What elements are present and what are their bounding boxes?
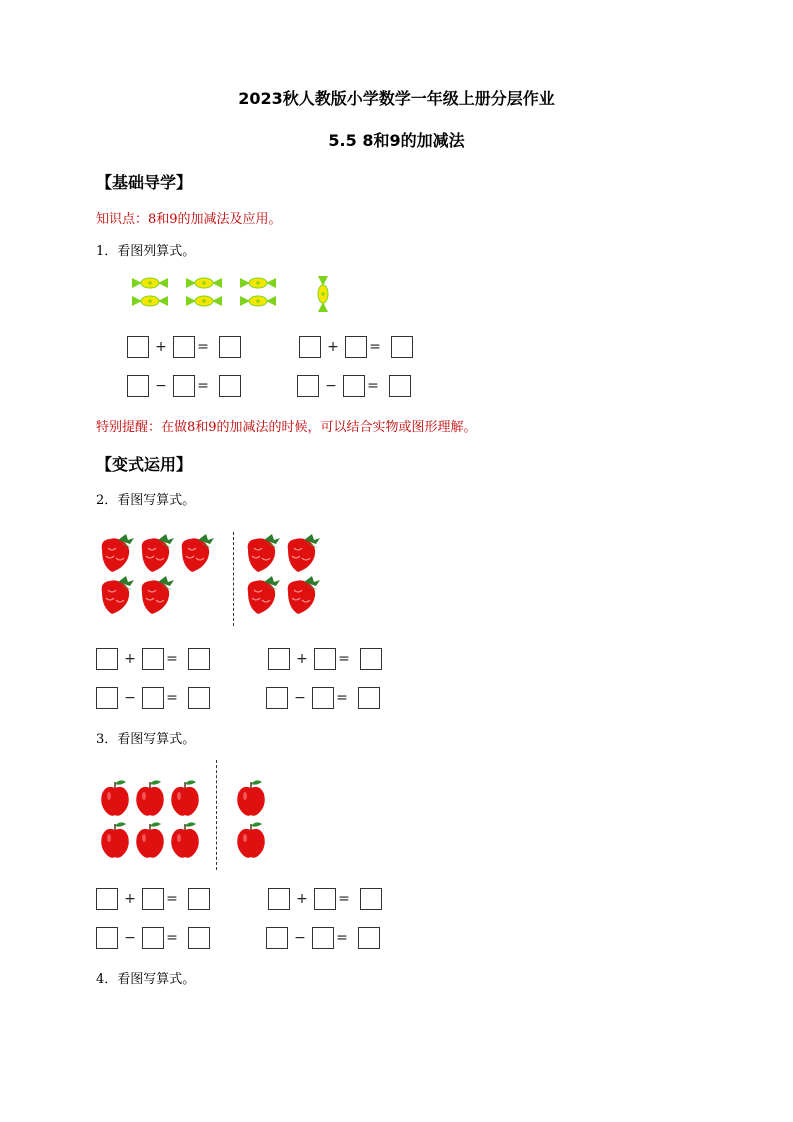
equation-subtraction: − = bbox=[127, 374, 241, 398]
candy-icon bbox=[186, 278, 222, 288]
answer-box[interactable] bbox=[188, 648, 210, 670]
answer-box[interactable] bbox=[96, 687, 118, 709]
equation-subtraction: − = bbox=[266, 926, 380, 950]
section-basic-heading: 【基础导学】 bbox=[96, 173, 193, 192]
answer-box[interactable] bbox=[219, 375, 241, 397]
apple-icon bbox=[101, 822, 129, 857]
answer-box[interactable] bbox=[268, 648, 290, 670]
answer-box[interactable] bbox=[188, 888, 210, 910]
question-4-text: 4．看图写算式。 bbox=[96, 972, 196, 987]
answer-box[interactable] bbox=[96, 888, 118, 910]
answer-box[interactable] bbox=[266, 687, 288, 709]
answer-box[interactable] bbox=[96, 648, 118, 670]
page-title: 2023秋人教版小学数学一年级上册分层作业 bbox=[238, 89, 555, 108]
equation-addition: + = bbox=[96, 887, 210, 911]
strawberry-icon bbox=[248, 576, 280, 614]
strawberry-icon bbox=[102, 534, 134, 572]
answer-box[interactable] bbox=[268, 888, 290, 910]
candy-icon bbox=[240, 296, 276, 306]
strawberry-icon bbox=[142, 576, 174, 614]
equation-subtraction: − = bbox=[96, 926, 210, 950]
answer-box[interactable] bbox=[391, 336, 413, 358]
candy-icon bbox=[132, 278, 168, 288]
section-variant-heading: 【变式运用】 bbox=[96, 455, 193, 474]
answer-box[interactable] bbox=[173, 336, 195, 358]
answer-box[interactable] bbox=[188, 687, 210, 709]
answer-box[interactable] bbox=[173, 375, 195, 397]
equation-subtraction: − = bbox=[297, 374, 411, 398]
answer-box[interactable] bbox=[345, 336, 367, 358]
strawberry-icon bbox=[288, 534, 320, 572]
answer-box[interactable] bbox=[360, 888, 382, 910]
strawberry-icon bbox=[288, 576, 320, 614]
answer-box[interactable] bbox=[266, 927, 288, 949]
apple-icon bbox=[136, 780, 164, 815]
answer-box[interactable] bbox=[312, 687, 334, 709]
apple-icon bbox=[101, 780, 129, 815]
answer-box[interactable] bbox=[142, 927, 164, 949]
answer-box[interactable] bbox=[312, 927, 334, 949]
apple-icon bbox=[136, 822, 164, 857]
question-2-text: 2．看图写算式。 bbox=[96, 493, 196, 508]
answer-box[interactable] bbox=[360, 648, 382, 670]
equation-addition: + = bbox=[96, 647, 210, 671]
candy-icon bbox=[240, 278, 276, 288]
equation-addition: + = bbox=[268, 887, 382, 911]
question-3-text: 3．看图写算式。 bbox=[96, 732, 196, 747]
answer-box[interactable] bbox=[219, 336, 241, 358]
apple-icon bbox=[237, 822, 265, 857]
answer-box[interactable] bbox=[142, 687, 164, 709]
equation-addition: + = bbox=[299, 335, 413, 359]
apple-picture bbox=[98, 776, 278, 860]
strawberry-icon bbox=[102, 576, 134, 614]
candy-picture bbox=[130, 274, 330, 316]
equation-addition: + = bbox=[268, 647, 382, 671]
divider-dashed bbox=[216, 760, 217, 870]
answer-box[interactable] bbox=[127, 336, 149, 358]
answer-box[interactable] bbox=[343, 375, 365, 397]
strawberry-picture bbox=[96, 530, 326, 620]
answer-box[interactable] bbox=[297, 375, 319, 397]
divider-dashed bbox=[233, 532, 234, 626]
answer-box[interactable] bbox=[188, 927, 210, 949]
strawberry-icon bbox=[142, 534, 174, 572]
answer-box[interactable] bbox=[142, 648, 164, 670]
strawberry-icon bbox=[248, 534, 280, 572]
equation-subtraction: − = bbox=[266, 686, 380, 710]
apple-icon bbox=[171, 822, 199, 857]
answer-box[interactable] bbox=[96, 927, 118, 949]
page-subtitle: 5.5 8和9的加减法 bbox=[328, 131, 465, 150]
answer-box[interactable] bbox=[358, 687, 380, 709]
answer-box[interactable] bbox=[127, 375, 149, 397]
knowledge-point-text: 知识点：8和9的加减法及应用。 bbox=[96, 212, 282, 227]
equation-addition: + = bbox=[127, 335, 241, 359]
answer-box[interactable] bbox=[299, 336, 321, 358]
reminder-text: 特别提醒：在做8和9的加减法的时候，可以结合实物或图形理解。 bbox=[96, 420, 477, 435]
equation-subtraction: − = bbox=[96, 686, 210, 710]
candy-vertical-icon bbox=[318, 276, 328, 312]
answer-box[interactable] bbox=[358, 927, 380, 949]
apple-icon bbox=[171, 780, 199, 815]
answer-box[interactable] bbox=[314, 888, 336, 910]
answer-box[interactable] bbox=[389, 375, 411, 397]
question-1-text: 1．看图列算式。 bbox=[96, 244, 196, 259]
candy-icon bbox=[186, 296, 222, 306]
strawberry-icon bbox=[182, 534, 214, 572]
answer-box[interactable] bbox=[314, 648, 336, 670]
apple-icon bbox=[237, 780, 265, 815]
candy-icon bbox=[132, 296, 168, 306]
answer-box[interactable] bbox=[142, 888, 164, 910]
